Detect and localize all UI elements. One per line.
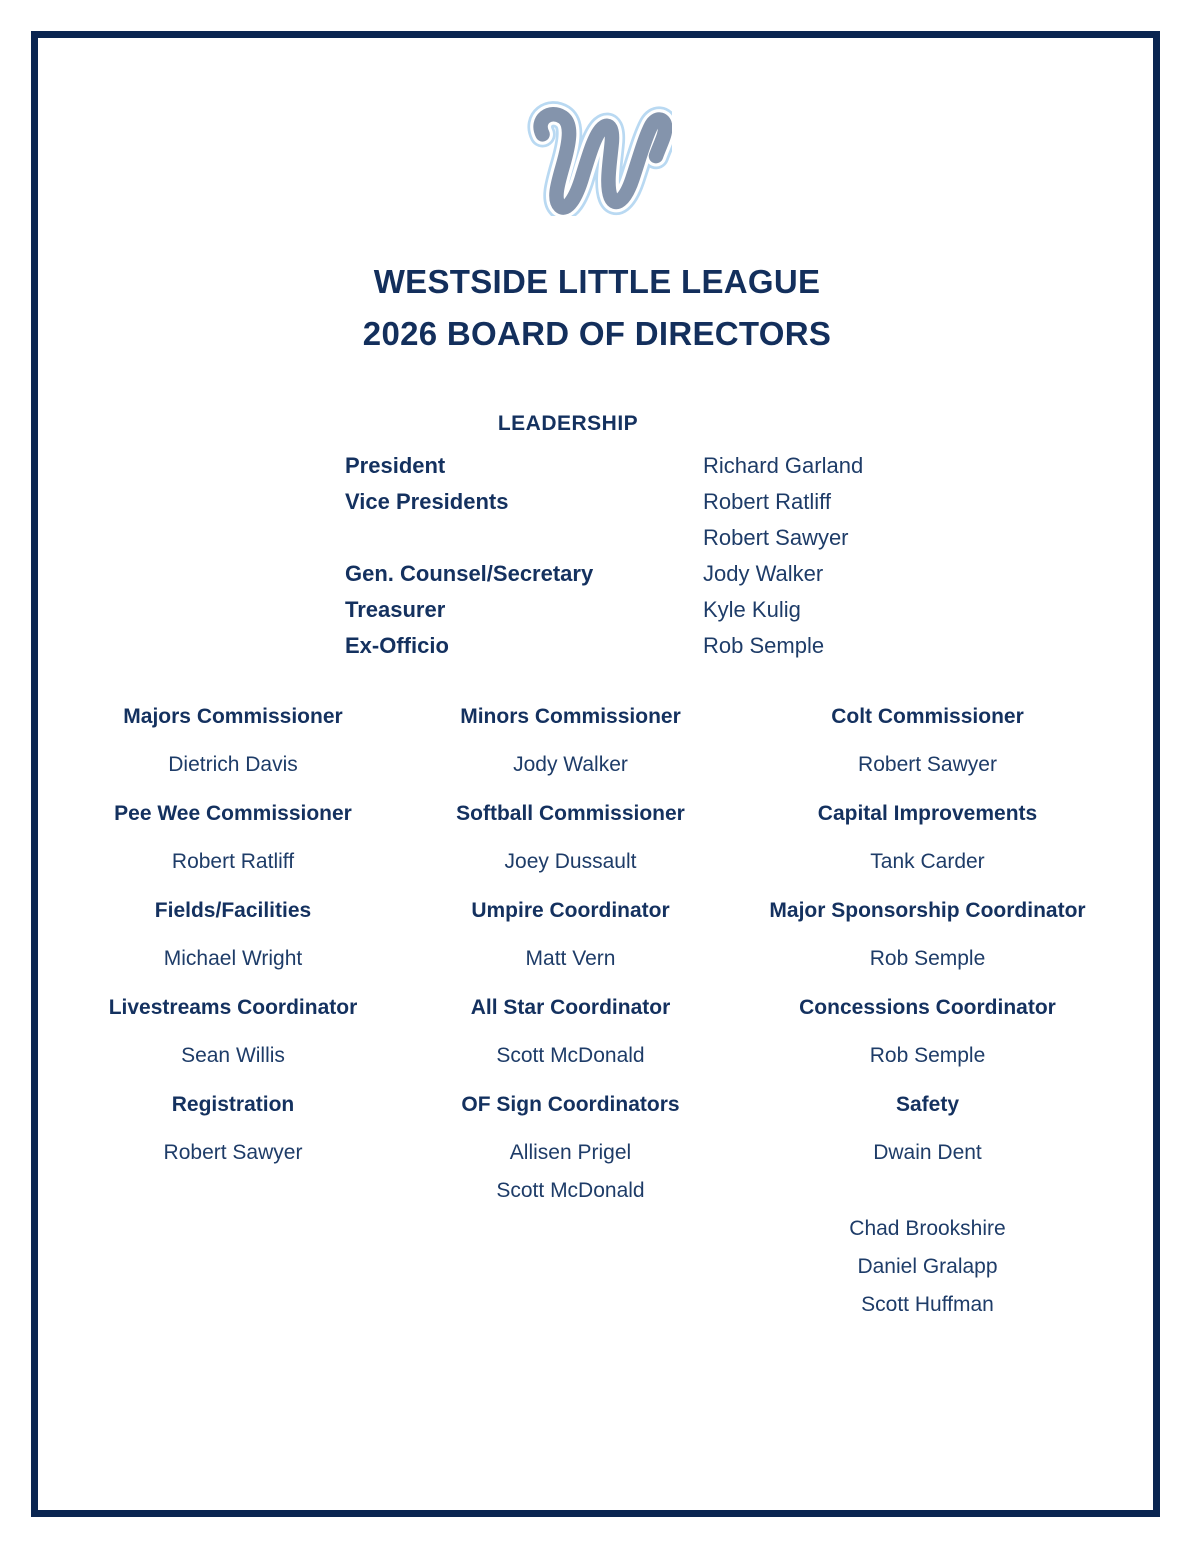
board-grid	[66, 704, 1114, 1341]
board-cell-registration	[66, 1092, 400, 1324]
position-title: OF Sign Coordinators	[461, 1093, 680, 1116]
league-logo	[522, 98, 672, 216]
position-title: Pee Wee Commissioner	[114, 802, 352, 825]
leadership-name-ex-officio: Rob Semple	[703, 633, 825, 658]
leadership-table	[345, 448, 863, 664]
board-cell-pee-wee-commissioner	[66, 801, 400, 881]
page-title-line1: WESTSIDE LITTLE LEAGUE	[373, 263, 821, 300]
leadership-name-president: Richard Garland	[703, 453, 864, 478]
member-name: Matt Vern	[525, 947, 616, 970]
member-name: Scott Huffman	[861, 1293, 994, 1316]
member-name: Jody Walker	[513, 753, 628, 776]
member-name: Joey Dussault	[504, 850, 637, 873]
leadership-name-vice-president-2: Robert Sawyer	[703, 525, 849, 550]
member-name: Rob Semple	[869, 1044, 986, 1067]
board-cell-major-sponsorship-coordinator	[741, 898, 1114, 978]
board-cell-all-star-coordinator	[400, 995, 741, 1075]
member-name: Dietrich Davis	[168, 753, 298, 776]
position-title: Livestreams Coordinator	[108, 996, 358, 1019]
position-title: Minors Commissioner	[460, 705, 681, 728]
member-name: Michael Wright	[163, 947, 303, 970]
member-name: Robert Ratliff	[171, 850, 295, 873]
position-title: Registration	[171, 1093, 295, 1116]
board-row	[66, 1092, 1114, 1324]
script-w-icon	[522, 98, 672, 216]
leadership-name-treasurer: Kyle Kulig	[703, 597, 801, 622]
position-title: Capital Improvements	[817, 802, 1038, 825]
board-cell-umpire-coordinator	[400, 898, 741, 978]
board-row	[66, 801, 1114, 881]
position-title: Colt Commissioner	[831, 705, 1024, 728]
board-cell-colt-commissioner	[741, 704, 1114, 784]
position-title: Softball Commissioner	[456, 802, 685, 825]
board-cell-concessions-coordinator	[741, 995, 1114, 1075]
member-name-spacer	[741, 1172, 1114, 1210]
member-name: Allisen Prigel	[509, 1141, 632, 1164]
member-name: Sean Willis	[181, 1044, 285, 1067]
board-row	[66, 704, 1114, 784]
leadership-name-vice-president-1: Robert Ratliff	[703, 489, 831, 514]
board-row	[66, 898, 1114, 978]
member-name: Tank Carder	[870, 850, 985, 873]
position-title: Majors Commissioner	[123, 705, 343, 728]
position-title: Concessions Coordinator	[799, 996, 1056, 1019]
board-cell-safety	[741, 1092, 1114, 1324]
board-cell-minors-commissioner	[400, 704, 741, 784]
position-title: Fields/Facilities	[154, 899, 312, 922]
board-cell-majors-commissioner	[66, 704, 400, 784]
leadership-label-blank	[345, 520, 703, 556]
leadership-label-gen-counsel-secretary: Gen. Counsel/Secretary	[345, 561, 594, 586]
member-name: Robert Sawyer	[163, 1141, 303, 1164]
member-name: Scott McDonald	[496, 1179, 645, 1202]
board-row	[66, 995, 1114, 1075]
member-name: Chad Brookshire	[849, 1217, 1006, 1240]
member-name: Scott McDonald	[496, 1044, 645, 1067]
member-name: Rob Semple	[869, 947, 986, 970]
leadership-label-treasurer: Treasurer	[345, 597, 446, 622]
leadership-label-ex-officio: Ex-Officio	[345, 633, 449, 658]
board-cell-fields-facilities	[66, 898, 400, 978]
member-name: Daniel Gralapp	[857, 1255, 998, 1278]
position-title: Umpire Coordinator	[471, 899, 670, 922]
member-name: Dwain Dent	[873, 1141, 982, 1164]
board-cell-softball-commissioner	[400, 801, 741, 881]
position-title: All Star Coordinator	[470, 996, 671, 1019]
leadership-label-president: President	[345, 453, 446, 478]
member-name: Robert Sawyer	[858, 753, 997, 776]
board-cell-of-sign-coordinators	[400, 1092, 741, 1324]
position-title: Major Sponsorship Coordinator	[769, 899, 1086, 922]
board-cell-livestreams-coordinator	[66, 995, 400, 1075]
board-cell-capital-improvements	[741, 801, 1114, 881]
page-title-line2: 2026 BOARD OF DIRECTORS	[362, 315, 832, 352]
leadership-name-gen-counsel-secretary: Jody Walker	[703, 561, 824, 586]
leadership-label-vice-presidents: Vice Presidents	[345, 489, 509, 514]
page-title	[0, 256, 1194, 360]
leadership-heading: LEADERSHIP	[497, 412, 639, 435]
position-title: Safety	[895, 1093, 960, 1116]
